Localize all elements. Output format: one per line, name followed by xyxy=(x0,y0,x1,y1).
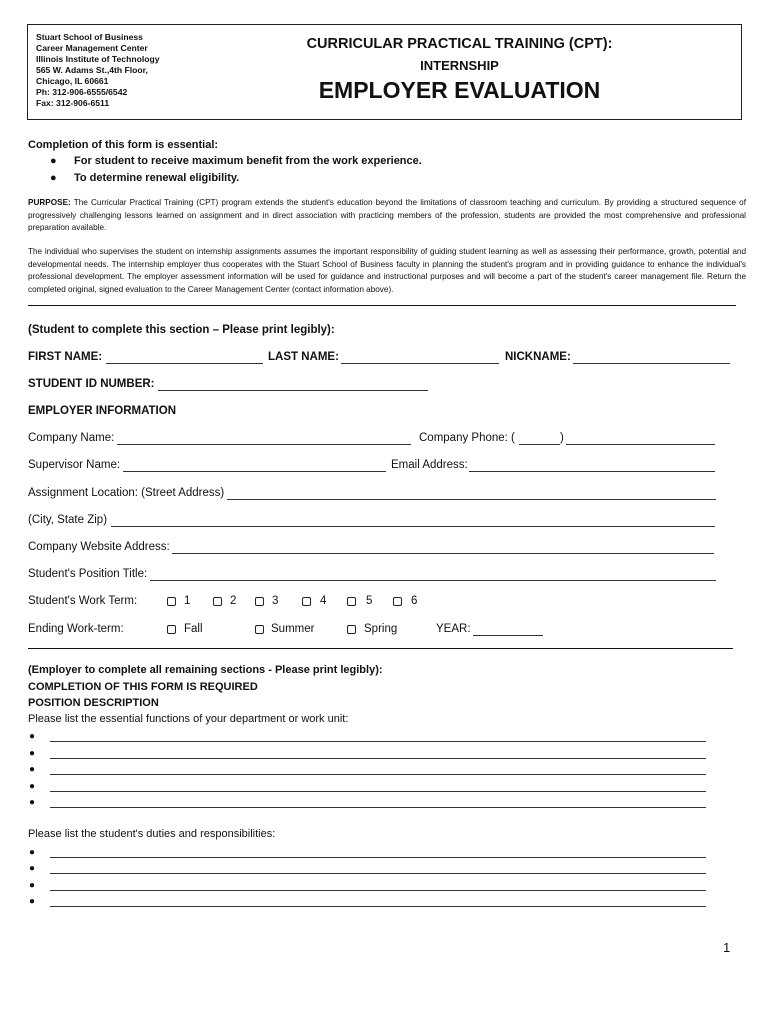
nickname-label: NICKNAME: xyxy=(505,351,571,363)
employer-info-heading: EMPLOYER INFORMATION xyxy=(28,405,177,417)
form-title-line2: INTERNSHIP xyxy=(420,58,499,73)
bullet-icon: ● xyxy=(29,863,36,874)
city-state-zip-label: (City, State Zip) xyxy=(28,514,108,526)
season-option: Spring xyxy=(364,623,398,635)
year-field[interactable] xyxy=(473,635,543,636)
bullet-icon: ● xyxy=(50,172,57,184)
bullet-icon: ● xyxy=(50,155,57,167)
position-title-label: Student's Position Title: xyxy=(28,568,148,580)
work-term-1-checkbox[interactable] xyxy=(167,597,176,606)
supervisor-name-field[interactable] xyxy=(123,471,386,472)
purpose-label: PURPOSE: xyxy=(28,198,71,207)
nickname-field[interactable] xyxy=(573,363,730,364)
summer-checkbox[interactable] xyxy=(255,625,264,634)
phone-number-field[interactable] xyxy=(566,444,715,445)
website-field[interactable] xyxy=(172,553,714,554)
employer-section-heading: (Employer to complete all remaining sections - Please print legibly): xyxy=(28,664,383,676)
work-term-option: 1 xyxy=(184,595,191,607)
bullet-icon: ● xyxy=(29,764,36,775)
work-term-3-checkbox[interactable] xyxy=(255,597,264,606)
function-line-field[interactable] xyxy=(50,758,706,759)
company-phone-label: Company Phone: ( xyxy=(419,432,515,444)
spring-checkbox[interactable] xyxy=(347,625,356,634)
work-term-option: 4 xyxy=(320,595,327,607)
first-name-label: FIRST NAME: xyxy=(28,351,103,363)
work-term-option: 5 xyxy=(366,595,373,607)
page-number: 1 xyxy=(723,940,731,955)
year-label: YEAR: xyxy=(436,623,471,635)
address-line: Fax: 312-906-6511 xyxy=(36,98,110,108)
address-line: 565 W. Adams St.,4th Floor, xyxy=(36,65,148,75)
position-title-field[interactable] xyxy=(150,580,716,581)
work-term-2-checkbox[interactable] xyxy=(213,597,222,606)
student-section-heading: (Student to complete this section – Please print legibly): xyxy=(28,324,335,336)
website-label: Company Website Address: xyxy=(28,541,170,553)
form-required-notice: COMPLETION OF THIS FORM IS REQUIRED xyxy=(28,681,258,693)
duty-line-field[interactable] xyxy=(50,890,706,891)
duty-line-field[interactable] xyxy=(50,857,706,858)
phone-paren-close: ) xyxy=(560,432,564,444)
bullet-icon: ● xyxy=(29,731,36,742)
bullet-icon: ● xyxy=(29,847,36,858)
season-option: Summer xyxy=(271,623,315,635)
street-address-field[interactable] xyxy=(227,499,716,500)
work-term-6-checkbox[interactable] xyxy=(393,597,402,606)
form-title-line1: CURRICULAR PRACTICAL TRAINING (CPT): xyxy=(306,36,613,52)
last-name-field[interactable] xyxy=(341,363,499,364)
work-term-4-checkbox[interactable] xyxy=(302,597,311,606)
section-divider xyxy=(28,648,733,649)
supervisor-name-label: Supervisor Name: xyxy=(28,459,121,471)
address-line: Career Management Center xyxy=(36,43,148,53)
completion-bullet: To determine renewal eligibility. xyxy=(74,172,240,184)
function-line-field[interactable] xyxy=(50,791,706,792)
purpose-paragraph xyxy=(28,197,746,235)
city-state-zip-field[interactable] xyxy=(111,526,715,527)
duty-line-field[interactable] xyxy=(50,906,706,907)
completion-heading: Completion of this form is essential: xyxy=(28,139,219,151)
season-option: Fall xyxy=(184,623,203,635)
work-term-option: 2 xyxy=(230,595,237,607)
completion-bullet: For student to receive maximum benefit from the work experience. xyxy=(74,155,422,167)
work-term-label: Student's Work Term: xyxy=(28,595,138,607)
last-name-label: LAST NAME: xyxy=(268,351,339,363)
bullet-icon: ● xyxy=(29,781,36,792)
ending-term-label: Ending Work-term: xyxy=(28,623,124,635)
form-title-main: EMPLOYER EVALUATION xyxy=(318,77,601,103)
company-name-field[interactable] xyxy=(117,444,411,445)
function-line-field[interactable] xyxy=(50,741,706,742)
fall-checkbox[interactable] xyxy=(167,625,176,634)
first-name-field[interactable] xyxy=(106,363,263,364)
section-divider xyxy=(28,305,736,306)
school-address xyxy=(36,32,160,109)
address-line: Stuart School of Business xyxy=(36,32,143,42)
header-box xyxy=(27,24,742,120)
address-line: Chicago, IL 60661 xyxy=(36,76,109,86)
address-line: Illinois Institute of Technology xyxy=(36,54,160,64)
email-label: Email Address: xyxy=(391,459,468,471)
company-name-label: Company Name: xyxy=(28,432,115,444)
bullet-icon: ● xyxy=(29,896,36,907)
student-id-field[interactable] xyxy=(158,390,428,391)
purpose-text: The Curricular Practical Training (CPT) program extends the student's education beyond the limitations of classroom teaching and curriculum. By providing a structured sequence of progressively challenging lessons learned on assignment and in direct association with practicing members of the profession, students are provided the most comprehensive and professional preparation available. xyxy=(28,198,746,233)
bullet-icon: ● xyxy=(29,748,36,759)
assignment-location-label: Assignment Location: (Street Address) xyxy=(28,487,225,499)
phone-area-code-field[interactable] xyxy=(519,444,560,445)
position-description-heading: POSITION DESCRIPTION xyxy=(28,697,159,709)
work-term-option: 3 xyxy=(272,595,279,607)
supervisor-paragraph: The individual who supervises the student on internship assignments assumes the important responsibility of guiding student learning as well as assessing their performance, growth, potential and developmental needs. The internship employer thus cooperates with the Stuart School of Business faculty in planning the student's program and in providing guidance to enhance the individual's professional development. The employer assessment information will be used for guidance and instructional purposes and will become a part of the student's career management file. Return the completed original, signed evaluation to the Career Management Center (contact information above). xyxy=(28,247,746,295)
functions-prompt: Please list the essential functions of your department or work unit: xyxy=(28,713,349,725)
bullet-icon: ● xyxy=(29,797,36,808)
duties-prompt: Please list the student's duties and responsibilities: xyxy=(28,828,276,840)
email-field[interactable] xyxy=(469,471,715,472)
function-line-field[interactable] xyxy=(50,807,706,808)
work-term-5-checkbox[interactable] xyxy=(347,597,356,606)
bullet-icon: ● xyxy=(29,880,36,891)
address-line: Ph: 312-906-6555/6542 xyxy=(36,87,128,97)
function-line-field[interactable] xyxy=(50,774,706,775)
work-term-option: 6 xyxy=(411,595,418,607)
student-id-label: STUDENT ID NUMBER: xyxy=(28,378,155,390)
duty-line-field[interactable] xyxy=(50,873,706,874)
